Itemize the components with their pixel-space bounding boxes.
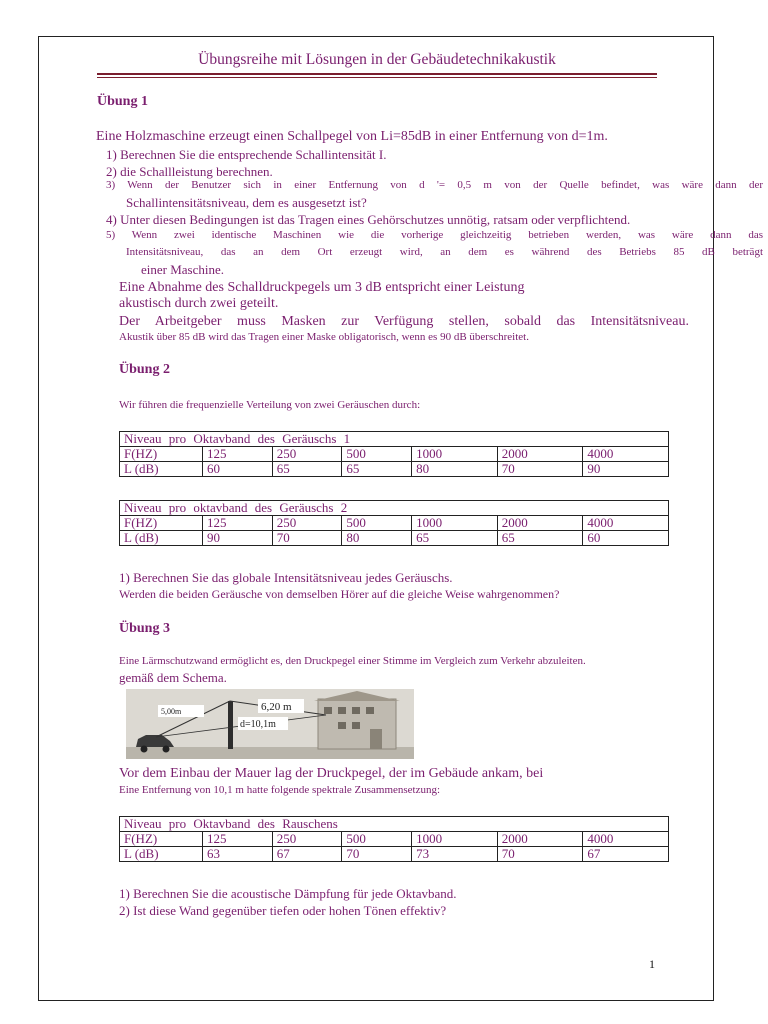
row-label: F(HZ) — [120, 832, 203, 847]
title-rule-bottom — [97, 77, 657, 78]
exercise-3-question-1: 1) Berechnen Sie die acoustische Dämpfung für jede Oktavband. — [119, 886, 457, 901]
table-row — [120, 847, 669, 862]
exercise-1-question-2: 2) die Schallleistung berechnen. — [106, 164, 273, 179]
table-cell: 500 — [342, 447, 412, 462]
table-caption-row — [120, 501, 669, 516]
table-cell: 125 — [203, 516, 273, 531]
table-cell: 70 — [342, 847, 412, 862]
row-label: L (dB) — [120, 531, 203, 546]
table-cell: 60 — [203, 462, 273, 477]
table-row — [120, 447, 669, 462]
exercise-3-heading: Übung 3 — [119, 621, 170, 636]
row-label: L (dB) — [120, 847, 203, 862]
barrier-wall-icon — [228, 701, 233, 749]
exercise-3-text-1: Vor dem Einbau der Mauer lag der Druckpegel, der im Gebäude ankam, bei — [119, 766, 544, 781]
exercise-1-question-5: 5) Wenn zwei identische Maschinen wie die vorherige gleichzeitig betrieben werden, was wäre dann das — [106, 229, 763, 241]
exercise-1-note-4: Akustik über 85 dB wird das Tragen einer Maske obligatorisch, wenn es 90 dB überschreitet. — [119, 331, 529, 343]
table-caption-row — [120, 817, 669, 832]
exercise-1-question-3: 3) Wenn der Benutzer sich in einer Entfernung von d '= 0,5 m von der Quelle befindet, was wäre dann der — [106, 179, 763, 191]
table-cell: 65 — [497, 531, 583, 546]
table-cell: 2000 — [497, 832, 583, 847]
table-row — [120, 531, 669, 546]
table-cell: 65 — [272, 462, 342, 477]
exercise-3-intro-cont: gemäß dem Schema. — [119, 670, 227, 685]
schema-label-distance-a: 5,00m — [161, 707, 182, 716]
table-cell: 4000 — [583, 516, 669, 531]
table-cell: 80 — [412, 462, 498, 477]
table-cell: 500 — [342, 832, 412, 847]
exercise-1-heading: Übung 1 — [97, 94, 148, 109]
document-page — [38, 36, 763, 1001]
table-caption-row — [120, 432, 669, 447]
exercise-1-question-1: 1) Berechnen Sie die entsprechende Schallintensität I. — [106, 147, 387, 162]
document-title: Übungsreihe mit Lösungen in der Gebäudetechnikakustik — [198, 51, 556, 68]
table-cell: 1000 — [412, 832, 498, 847]
exercise-3-text-2: Eine Entfernung von 10,1 m hatte folgende spektrale Zusammensetzung: — [119, 784, 441, 796]
table-cell: 250 — [272, 832, 342, 847]
exercise-1-note-2: akustisch durch zwei geteilt. — [119, 296, 279, 311]
exercise-1-question-3-cont: Schallintensitätsniveau, dem es ausgesetzt ist? — [126, 195, 367, 210]
exercise-3-intro: Eine Lärmschutzwand ermöglicht es, den Druckpegel einer Stimme im Vergleich zum Verkehr abzuleiten. — [119, 655, 586, 667]
table-cell: 125 — [203, 832, 273, 847]
table-cell: 70 — [272, 531, 342, 546]
table-cell: 2000 — [497, 516, 583, 531]
noise-2-table — [119, 500, 669, 546]
exercise-2-heading: Übung 2 — [119, 362, 170, 377]
exercise-2-intro: Wir führen die frequenzielle Verteilung von zwei Geräuschen durch: — [119, 399, 421, 411]
noise-1-table — [119, 431, 669, 477]
table-cell: 250 — [272, 447, 342, 462]
exercise-1-question-4: 4) Unter diesen Bedingungen ist das Tragen eines Gehörschutzes unnötig, ratsam oder verpflichtend. — [106, 212, 631, 227]
table-cell: 1000 — [412, 516, 498, 531]
exercise-1-intro: Eine Holzmaschine erzeugt einen Schallpegel von Li=85dB in einer Entfernung von d=1m. — [96, 129, 608, 144]
table-cell: 60 — [583, 531, 669, 546]
table-cell: 4000 — [583, 832, 669, 847]
table-cell: 125 — [203, 447, 273, 462]
schema-label-distance-b: 6,20 m — [261, 701, 292, 713]
exercise-1-note-1: Eine Abnahme des Schalldruckpegels um 3 dB entspricht einer Leistung — [119, 280, 525, 295]
page-number: 1 — [649, 957, 655, 971]
table-caption: Niveau pro oktavband des Geräuschs 2 — [120, 501, 669, 516]
exercise-1-question-5-end: einer Maschine. — [141, 262, 225, 277]
schema-label-distance-c: d=10,1m — [240, 719, 276, 730]
row-label: F(HZ) — [120, 516, 203, 531]
exercise-2-question-1: 1) Berechnen Sie das globale Intensitätsniveau jedes Geräuschs. — [119, 570, 453, 585]
table-cell: 65 — [412, 531, 498, 546]
table-row — [120, 832, 669, 847]
noise-barrier-schema-image — [126, 689, 414, 759]
row-label: F(HZ) — [120, 447, 203, 462]
table-cell: 4000 — [583, 447, 669, 462]
table-cell: 500 — [342, 516, 412, 531]
table-cell: 250 — [272, 516, 342, 531]
exercise-3-question-2: 2) Ist diese Wand gegenüber tiefen oder hohen Tönen effektiv? — [119, 903, 447, 918]
exercise-1-question-5-cont: Intensitätsniveau, das an dem Ort erzeugt wird, an dem es während des Betriebs 85 dB beträgt — [126, 246, 763, 258]
exercise-1-note-3: Der Arbeitgeber muss Masken zur Verfügung stellen, sobald das Intensitätsniveau. — [119, 314, 689, 329]
row-label: L (dB) — [120, 462, 203, 477]
table-cell: 90 — [583, 462, 669, 477]
table-cell: 80 — [342, 531, 412, 546]
table-cell: 73 — [412, 847, 498, 862]
table-caption: Niveau pro Oktavband des Geräuschs 1 — [120, 432, 669, 447]
table-cell: 90 — [203, 531, 273, 546]
table-cell: 1000 — [412, 447, 498, 462]
table-cell: 70 — [497, 462, 583, 477]
table-row — [120, 462, 669, 477]
title-rule-top — [97, 73, 657, 75]
noise-3-table — [119, 816, 669, 862]
table-cell: 67 — [583, 847, 669, 862]
table-cell: 67 — [272, 847, 342, 862]
table-cell: 65 — [342, 462, 412, 477]
exercise-2-question-2: Werden die beiden Geräusche von demselben Hörer auf die gleiche Weise wahrgenommen? — [119, 587, 560, 601]
table-cell: 70 — [497, 847, 583, 862]
schema-drawing — [126, 689, 414, 759]
table-caption: Niveau pro Oktavband des Rauschens — [120, 817, 669, 832]
table-cell: 63 — [203, 847, 273, 862]
table-cell: 2000 — [497, 447, 583, 462]
table-row — [120, 516, 669, 531]
